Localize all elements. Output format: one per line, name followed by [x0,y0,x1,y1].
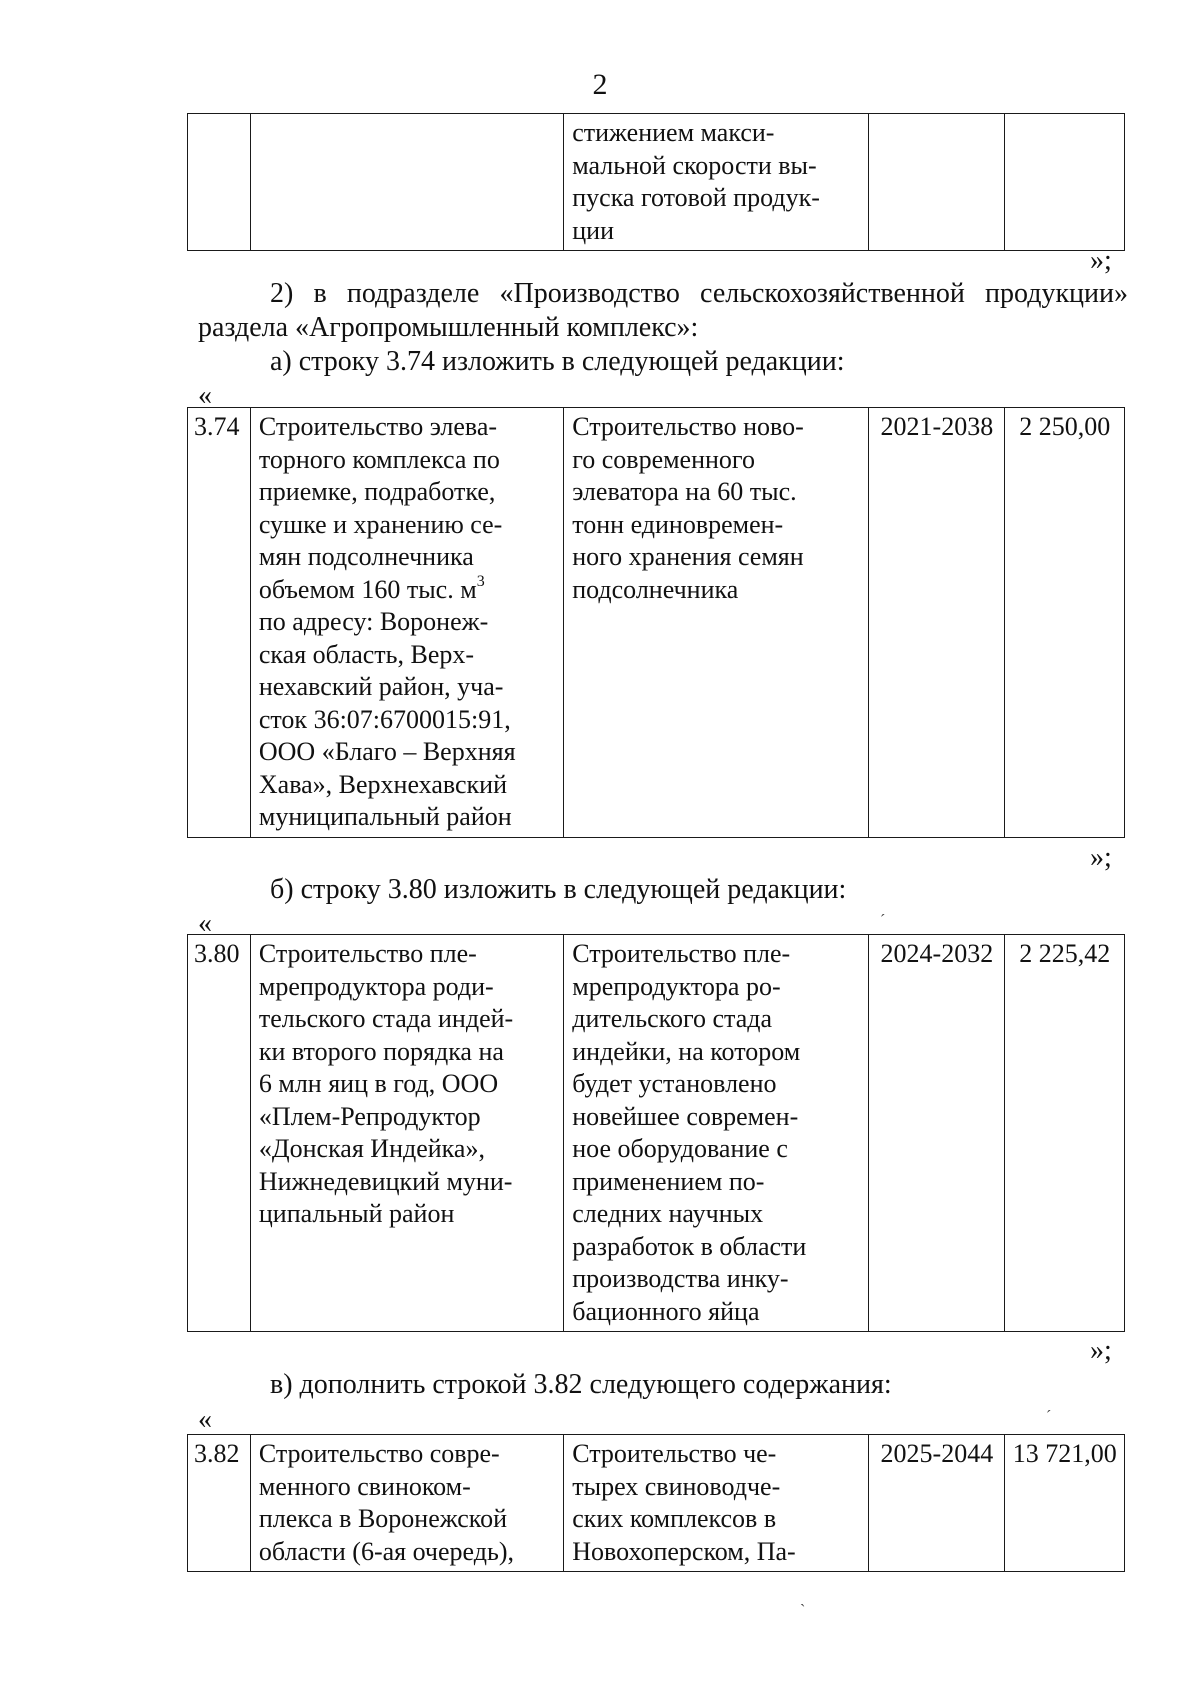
cell-amount: 13 721,00 [1005,1435,1125,1572]
cell-number: 3.80 [188,935,251,1332]
opening-quote: « [198,1404,212,1435]
cell-description: стижением макси- мальной скорости вы- пуска готовой продук- ции [564,114,869,251]
cell-amount [1005,114,1125,251]
superscript: 3 [476,572,485,590]
page-number: 2 [592,68,608,101]
cell-years: 2021-2038 [869,408,1005,838]
scan-mark: ˊ [880,912,886,929]
opening-quote: « [198,908,212,939]
cell-name-part2: по адресу: Воронеж- ская область, Верх- нехавский район, уча- сток 36:07:6700015:91, ООО «Благо – Верхняя Хава», Верхнехавский муниципальный район [258,607,516,831]
closing-quote: »; [1090,1335,1112,1366]
cell-name: Строительство пле- мрепродуктора роди- тельского стада индей- ки второго порядка на 6 млн яиц в год, ООО «Плем-Репродуктор «Донская Индейка», Нижнедевицкий муни- ципальный район [250,935,563,1332]
cell-years: 2025-2044 [869,1435,1005,1572]
cell-number [188,114,251,251]
closing-quote: »; [1090,245,1112,276]
table-row [188,114,1125,251]
table-row-3-82 [187,1434,1125,1572]
table-row-3-74 [187,407,1125,838]
cell-number: 3.74 [188,408,251,838]
cell-number: 3.82 [188,1435,251,1572]
cell-name: Строительство совре- менного свиноком- плекса в Воронежской области (6-ая очередь), [250,1435,563,1572]
cell-amount: 2 225,42 [1005,935,1125,1332]
scan-mark: ˊ [1046,1408,1052,1425]
section-intro-line1: 2) в подразделе «Производство сельскохозяйственной продукции» [270,278,1128,309]
cell-description: Строительство че- тырех свиноводче- ских комплексов в Новохоперском, Па- [564,1435,869,1572]
item-c-text: в) дополнить строкой 3.82 следующего содержания: [270,1369,892,1400]
item-a-text: а) строку 3.74 изложить в следующей редакции: [270,346,845,377]
cell-name-part1: Строительство элева- торного комплекса по приемке, подработке, сушке и хранению се- мян подсолнечника объемом 160 тыс. м [258,412,503,604]
table-row [188,1435,1125,1572]
scan-mark: ˏ [800,1590,806,1607]
item-b-text: б) строку 3.80 изложить в следующей редакции: [270,874,847,905]
section-intro-line2: раздела «Агропромышленный комплекс»: [198,312,699,343]
cell-description: Строительство пле- мрепродуктора ро- дительского стада индейки, на котором будет установлено новейшее современ- ное оборудование с применением по- следних научных разработок в области производства инку- бационного яйца [564,935,869,1332]
table-row [188,935,1125,1332]
table-continuation [187,113,1125,251]
table-row-3-80 [187,934,1125,1332]
table-row [188,408,1125,838]
closing-quote: »; [1090,842,1112,873]
cell-description: Строительство ново- го современного элеватора на 60 тыс. тонн единовремен- ного хранения семян подсолнечника [564,408,869,838]
cell-years: 2024-2032 [869,935,1005,1332]
cell-name [250,408,563,838]
cell-name [250,114,563,251]
opening-quote: « [198,380,212,411]
cell-years [869,114,1005,251]
cell-amount: 2 250,00 [1005,408,1125,838]
